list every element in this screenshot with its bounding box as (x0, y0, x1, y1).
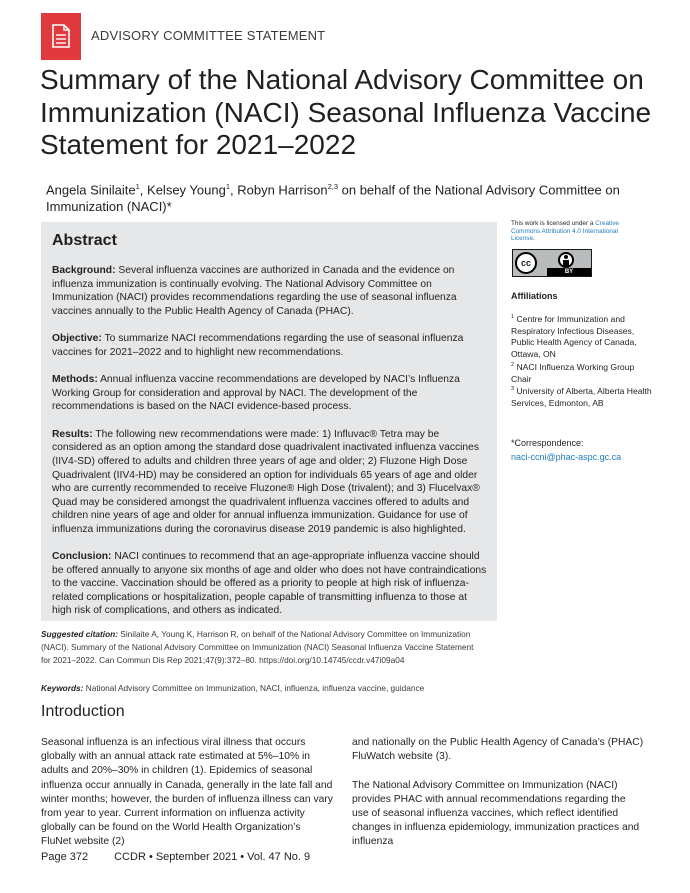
background-label: Background: (52, 265, 116, 276)
author-affiliation-ref: 1 (135, 182, 140, 191)
document-icon (41, 13, 81, 60)
keywords-label: Keywords: (41, 683, 84, 693)
abstract-results (52, 428, 487, 536)
author-affiliation-ref: 1 (225, 182, 230, 191)
introduction-paragraph: The National Advisory Committee on Immunization (NACI) provides PHAC with annual recommendations regarding the use of seasonal influenza vaccines, which reflect identified changes in influenza epidemiology, immunization practices and influenza (352, 779, 640, 848)
objective-label: Objective: (52, 333, 102, 345)
cc-icon: cc (515, 252, 537, 274)
affiliation-number: 3 (511, 386, 515, 392)
license-link[interactable]: Creative Commons Attribution 4.0 International License (511, 220, 619, 243)
author-name: Angela Sinilaite (46, 182, 136, 198)
correspondence-heading: *Correspondence: (511, 438, 584, 448)
affiliation-text: Centre for Immunization and Respiratory Infectious Diseases, Public Health Agency of Canada, Ottawa, ON (511, 313, 637, 360)
correspondence-email-link[interactable]: naci-ccni@phac-aspc.gc.ca (511, 452, 622, 462)
author-name: Kelsey Young (147, 182, 226, 198)
suggested-citation (41, 628, 481, 667)
conclusion-text: NACI continues to recommend that an age-appropriate influenza vaccine should be offered annually to anyone six months of age and older who does not have contraindications to the vaccine. Vaccination should be offered as a priority to people at high risk of influenza-related complications or hospitalization, people capable of transmitting influenza to those at high risk of complications, and others as indicated. (52, 551, 487, 617)
abstract-methods (52, 373, 487, 414)
background-text: Several influenza vaccines are authorized in Canada and the evidence on influenza immunization is continually evolving. The National Advisory Committee on Immunization (NACI) provides recommendations regarding the use of seasonal influenza vaccines annually to the Public Health Agency of Canada (PHAC). (52, 265, 457, 317)
affiliation-number: 2 (511, 362, 515, 368)
affiliations-heading: Affiliations (511, 291, 558, 301)
introduction-paragraph: Seasonal influenza is an infectious viral illness that occurs globally with an annual attack rate estimated at 5%–10% in adults and 20%–30% in children (1). Epidemics of seasonal influenza occur annually in Canada, generally in the late fall and winter months; however, the burden of influenza illness can vary from year to year. Current information on influenza activity globally can be found on the World Health Organization’s FluNet website (2) (41, 737, 333, 848)
abstract-objective (52, 332, 487, 359)
conclusion-label: Conclusion: (52, 551, 112, 563)
citation-label: Suggested citation: (41, 629, 118, 639)
abstract-background (52, 264, 487, 318)
affiliation-number: 1 (511, 314, 515, 320)
abstract-conclusion (52, 550, 487, 618)
keywords (41, 682, 501, 694)
page-footer (41, 851, 336, 863)
article-title: Summary of the National Advisory Committee on Immunization (NACI) Seasonal Influenza Vaccine Statement for 2021–2022 (40, 64, 652, 160)
license-prefix: This work is licensed under a (511, 220, 596, 227)
methods-label: Methods: (52, 374, 98, 386)
citation-text: Sinilaite A, Young K, Harrison R, on behalf of the National Advisory Committee on Immunization (NACI). Summary of the National Advisory Committee on Immunization (NACI) Seasonal Influenza Vaccine Statement for 2021–2022. Can Commun Dis Rep 2021;47(9):372–80. https://doi.org/10.14745/ccdr.v47i09a04 (41, 629, 474, 665)
author-name: Robyn Harrison (237, 182, 328, 198)
affiliation-text: NACI Influenza Working Group Chair (511, 361, 635, 384)
journal-issue: CCDR • September 2021 • Vol. 47 No. 9 (114, 851, 311, 863)
author-suffix: on behalf of the National Advisory Committee on Immunization (NACI)* (46, 182, 620, 215)
methods-text: Annual influenza vaccine recommendations are developed by NACI’s Influenza Working Group for consideration and approval by NACI. The development of the recommendations is based on the NACI evidence-based process. (52, 374, 460, 413)
objective-text: To summarize NACI recommendations regarding the use of seasonal influenza vaccines for 2021–2022 and to highlight new recommendations. (52, 333, 464, 358)
author-list: Angela Sinilaite$^1$, Kelsey Young$^1$, Robyn Harrison$^{2,3}$ on behalf of the National Advisory Committee on Immunization (NACI)* (46, 182, 620, 215)
introduction-column-right (352, 736, 644, 864)
affiliation-item (511, 360, 651, 385)
abstract-heading: Abstract (52, 232, 117, 249)
attribution-person-icon (558, 252, 574, 268)
keywords-text: National Advisory Committee on Immunization, NACI, influenza, influenza vaccine, guidance (85, 683, 425, 693)
author-affiliation-ref: 2,3 (327, 182, 338, 191)
page-number: Page 372 (41, 851, 89, 863)
introduction-heading: Introduction (41, 703, 125, 720)
introduction-paragraph: and nationally on the Public Health Agency of Canada’s (PHAC) FluWatch website (3). (352, 737, 644, 763)
introduction-column-left (41, 736, 333, 864)
results-text: The following new recommendations were made: 1) Influvac® Tetra may be considered as an option among the standard dose quadrivalent inactivated influenza vaccines (IIV4-SD) offered to adults and children three years of age and older; 2) Fluzone High Dose Quadrivalent (IIV4-HD) may be considered an option for individuals 65 years of age and older who are currently recommended to receive Fluzone® High Dose (trivalent); and 3) Flucelvax® Quad may be considered amongst the quadrivalent influenza vaccines offered to adults and children nine years of age and older for annual influenza immunization. Guidance for use of influenza immunizations during the coronavirus disease 2019 pandemic is also highlighted. (52, 428, 480, 535)
by-label: BY (547, 268, 591, 276)
license-notice (511, 220, 641, 243)
affiliation-text: University of Alberta, Alberta Health Services, Edmonton, AB (511, 385, 652, 408)
affiliation-item (511, 384, 661, 409)
affiliation-item (511, 312, 651, 361)
abstract-box (41, 222, 497, 621)
license-suffix: . (533, 235, 535, 243)
section-label: ADVISORY COMMITTEE STATEMENT (91, 28, 326, 43)
results-label: Results: (52, 428, 93, 440)
cc-by-license-badge[interactable] (512, 249, 592, 277)
